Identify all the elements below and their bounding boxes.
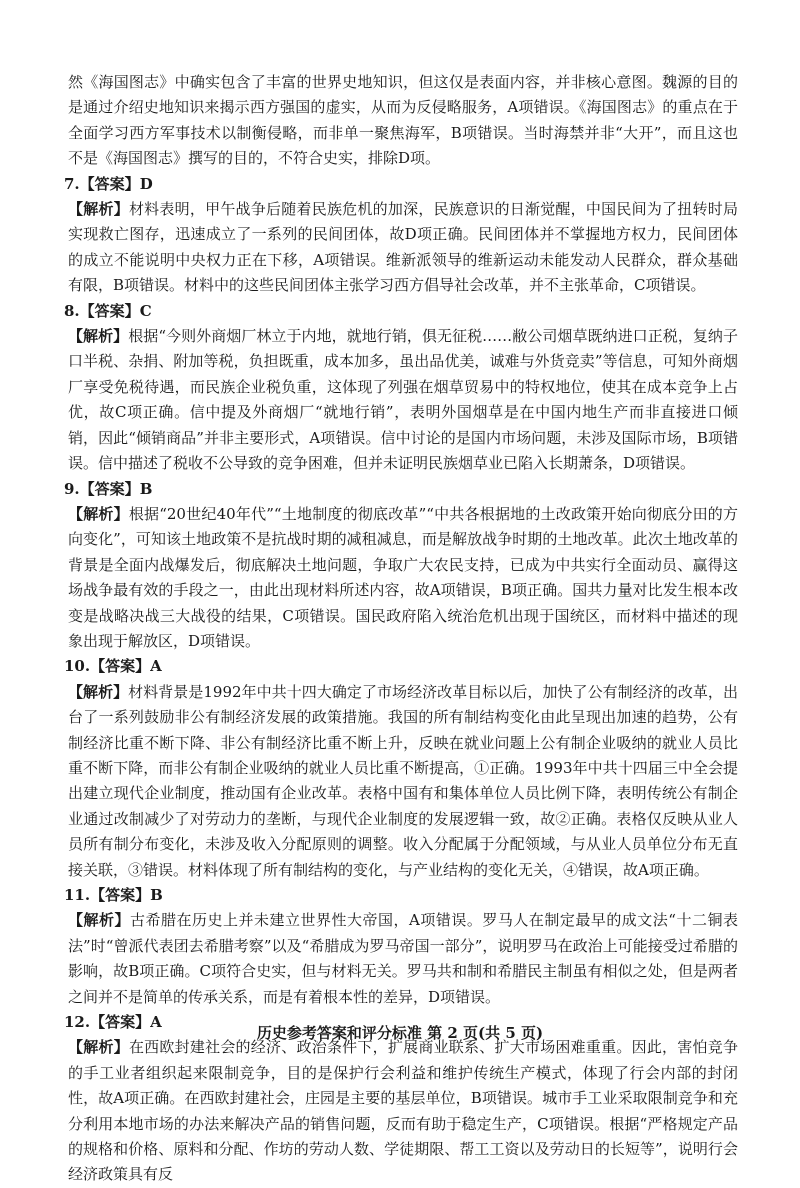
question-number: 7. [64, 174, 80, 193]
analysis-label: 【解析】 [68, 504, 129, 523]
answer-label: 【答案】 [90, 1013, 151, 1032]
footer-subject: 历史参考答案和评分标准 [256, 1024, 422, 1042]
question-number: 8. [64, 301, 80, 320]
question-number: 12. [64, 1013, 91, 1032]
analysis-text: 在西欧封建社会的经济、政治条件下，扩展商业联系、扩大市场困难重重。因此，害怕竞争的手工业者组织起来限制竞争，目的是保护行会利益和维护传统生产模式，体现了行会内部的封闭性，故A项正确。在西欧封建社会，庄园是主要的基层单位，B项错误。城市手工业采取限制竞争和充分利用本地市场的办法来解决产品的销售问题，反而有助于稳定生产，C项错误。根据“严格规定产品的规格和价格、原料和分配、作坊的劳动人数、学徒期限、帮工工资以及劳动日的长短等”，说明行会经济政策具有反 [68, 1038, 738, 1184]
question-number: 10. [64, 657, 91, 676]
analysis-text: 材料背景是1992年中共十四大确定了市场经济改革目标以后，加快了公有制经济的改革，出台了一系列鼓励非公有制经济发展的政策措施。我国的所有制结构变化由此呈现出加速的趋势，公有制经济比重不断下降、非公有制经济比重不断上升，反映在就业问题上公有制企业吸纳的就业人员比重不断下降，而非公有制企业吸纳的就业人员比重不断提高，①正确。1993年中共十四届三中全会提出建立现代企业制度，推动国有企业改革。表格中国有和集体单位人员比例下降，表明传统公有制企业通过改制减少了对劳动力的垄断，与现代企业制度的发展逻辑一致，故②正确。表格仅反映从业人员所有制分布变化，未涉及收入分配原则的调整。收入分配属于分配领域，与从业人员单位分布无直接关联，③错误。材料体现了所有制结构的变化，与产业结构的变化无关，④错误，故A项正确。 [68, 682, 738, 879]
question-item-9 [64, 477, 738, 655]
answer-value: C [139, 301, 152, 320]
answer-value: B [150, 886, 163, 904]
analysis-text: 材料表明，甲午战争后随着民族危机的加深，民族意识的日渐觉醒，中国民间为了扭转时局实现救亡图存，迅速成立了一系列的民间团体，故D项正确。民间团体并不掌握地方权力，民间团体的成立不能说明中央权力正在下移，A项错误。维新派领导的维新运动未能发动人民群众，群众基础有限，B项错误。材料中的这些民间团体主张学习西方倡导社会改革，并不主张革命，C项错误。 [68, 200, 738, 295]
footer-page-number: 第 2 页(共 5 页) [427, 1024, 544, 1042]
answer-label: 【答案】 [79, 479, 140, 498]
answer-value: A [150, 657, 162, 676]
analysis-text: 古希腊在历史上并未建立世界性大帝国，A项错误。罗马人在制定最早的成文法“十二铜表法”时“曾派代表团去希腊考察”以及“希腊成为罗马帝国一部分”，说明罗马在政治上可能接受过希腊的影响，故B项正确。C项符合史实，但与材料无关。罗马共和制和希腊民主制虽有相似之处，但是两者之间并不是简单的传承关系，而是有着根本性的差异，D项错误。 [68, 911, 738, 1006]
analysis-paragraph [68, 324, 738, 476]
answer-value: A [150, 1013, 162, 1032]
analysis-label: 【解析】 [68, 200, 129, 219]
answer-label: 【答案】 [79, 174, 140, 193]
page-footer [0, 1022, 800, 1043]
analysis-paragraph [68, 502, 738, 654]
analysis-label: 【解析】 [68, 911, 130, 930]
question-item-7 [64, 172, 738, 299]
analysis-paragraph [68, 680, 738, 883]
answer-line [64, 477, 738, 502]
answer-line [64, 299, 738, 324]
answer-line [64, 654, 738, 679]
answer-value: D [139, 174, 153, 193]
document-body [64, 70, 738, 1188]
answer-value: B [139, 479, 153, 498]
question-item-8 [64, 299, 738, 477]
question-item-10 [64, 654, 738, 883]
answer-label: 【答案】 [90, 657, 151, 676]
intro-continuation-paragraph: 然《海国图志》中确实包含了丰富的世界史地知识，但这仅是表面内容，并非核心意图。魏源的目的是通过介绍史地知识来揭示西方强国的虚实，从而为反侵略服务，A项错误。《海国图志》的重点在于全面学习西方军事技术以制衡侵略，而非单一聚焦海军，B项错误。当时海禁并非“大开”，而且这也不是《海国图志》撰写的目的，不符合史实，排除D项。 [68, 73, 738, 168]
analysis-text: 根据“今则外商烟厂林立于内地，就地行销，俱无征税……敝公司烟草既纳进口正税，复纳子口半税、杂捐、附加等税，负担既重，成本加多，虽出品优美，诚难与外货竞卖”等信息，可知外商烟厂享受免税待遇，而民族企业税负重，这体现了列强在烟草贸易中的特权地位，使其在成本竞争上占优，故C项正确。信中提及外商烟厂“就地行销”，表明外国烟草是在中国内地生产而非直接进口倾销，因此“倾销商品”并非主要形式，A项错误。信中讨论的是国内市场问题，未涉及国际市场，B项错误。信中描述了税收不公导致的竞争困难，但并未证明民族烟草业已陷入长期萧条，D项错误。 [68, 327, 738, 473]
analysis-text: 根据“20世纪40年代”“土地制度的彻底改革”“中共各根据地的土改政策开始向彻底分田的方向变化”，可知该土地政策不是抗战时期的减租减息，而是解放战争时期的土地改革。此次土地改革的背景是全面内战爆发后，彻底解决土地问题，争取广大农民支持，已成为中共实行全面动员、赢得这场战争最有效的手段之一，由此出现材料所述内容，故A项错误，B项正确。国共力量对比发生根本改变是战略决战三大战役的结果，C项错误。国民政府陷入统治危机出现于国统区，而材料中描述的现象出现于解放区，D项错误。 [68, 504, 738, 650]
answer-label: 【答案】 [90, 886, 151, 904]
analysis-label: 【解析】 [68, 327, 129, 346]
analysis-label: 【解析】 [68, 1038, 129, 1057]
answer-line [64, 172, 738, 197]
analysis-paragraph [68, 197, 738, 299]
analysis-paragraph [68, 908, 738, 1010]
question-number: 9. [64, 479, 80, 498]
question-item-11 [64, 883, 738, 1010]
analysis-label: 【解析】 [68, 682, 129, 701]
question-number: 11. [64, 886, 91, 904]
answer-line [64, 883, 738, 908]
analysis-paragraph [68, 1035, 738, 1187]
answer-label: 【答案】 [79, 301, 140, 320]
